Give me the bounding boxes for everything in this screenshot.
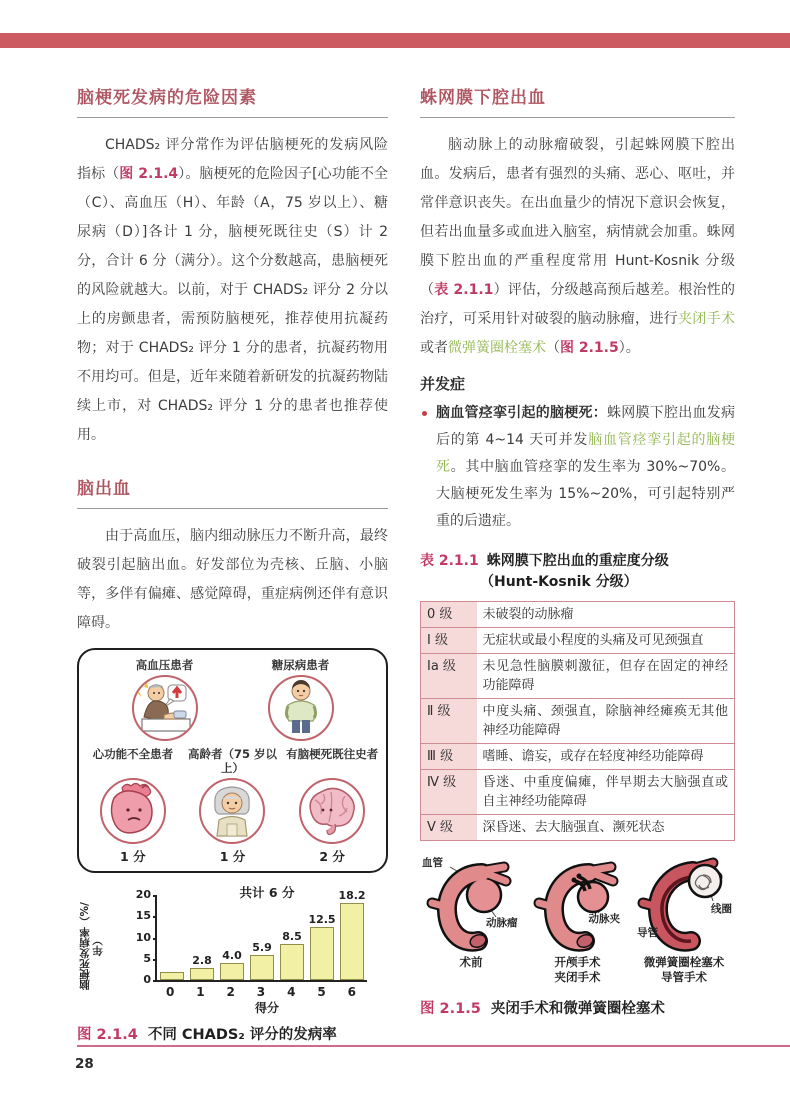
risk-factors-paragraph: CHADS₂ 评分常作为评估脑梗死的发病风险指标（图 2.1.4）。脑梗死的危险因子[心功能不全（C）、高血压（H）、年龄（A，75 岁以上）、糖尿病（D）]各计 1 分，脑梗死既往史（S）计 2 分，合计 6 分（满分）。这个分数越高，患脑梗死的风险就越大。以前，对于 CHADS₂ 评分 2 分以上的房颤患者，需预防脑梗死，推荐使用抗凝药物；对于 CHADS₂ 评分 1 分的患者，抗凝药物用不用均可。但是，近年来随着新研发的抗凝药物陆续上市，对 CHADS₂ 评分 1 分的患者也推荐使用。: [77, 137, 389, 443]
table-row: I 级 无症状或最小程度的头痛及可见颈强直: [421, 628, 735, 654]
grading-table-body: [421, 602, 735, 841]
chart-bar: 18.2: [340, 890, 364, 980]
elderly-score: 1 分: [219, 849, 246, 864]
heart-failure-item: [83, 747, 183, 865]
figure-2-1-4-caption-ref: 图 2.1.4: [77, 1027, 138, 1043]
section-title-subarachnoid: 蛛网膜下腔出血: [420, 83, 735, 118]
table-2-1-1-ref: 表 2.1.1: [420, 553, 479, 569]
diabetes-patient-label: 糖尿病患者: [271, 658, 330, 672]
page-number: 28: [75, 1056, 94, 1072]
hypertension-patient-label: 高血压患者: [135, 658, 194, 672]
table-2-1-1-title: 表 2.1.1 蛛网膜下腔出血的重症度分级 （Hunt-Kosnik 分级）: [420, 553, 669, 590]
chart-plot-area: 2.8 4.0 5.9 8.5 12.5 18.2 0 5 10 15 20: [135, 888, 366, 986]
table-row: Ia 级 未见急性脑膜刺激征，但存在固定的神经功能障碍: [421, 654, 735, 699]
chart-x-ticks: 0 1 2 3 4 5 6: [165, 985, 356, 999]
panel3-label-line1: 微弹簧圈栓塞术: [643, 955, 725, 969]
section-title-risk-factors: 脑梗死发病的危险因素: [77, 83, 388, 118]
top-accent-bar: [0, 33, 790, 48]
complication-bullet: [420, 400, 735, 535]
figure-2-1-4-caption: 图 2.1.4 不同 CHADS₂ 评分的发病率: [77, 1027, 337, 1043]
stroke-history-score: 2 分: [319, 849, 345, 864]
subarachnoid-paragraph: 脑动脉上的动脉瘤破裂，引起蛛网膜下腔出血。发病后，患者有强烈的头痛、恶心、呕吐，并常伴意识丧失。在出血量少的情况下意识会恢复，但若出血量多或血进入脑室，病情就会加重。蛛网膜下腔出血的严重程度常用 Hunt-Kosnik 分级（表 2.1.1）评估，分级越高预后越差。根治性的治疗，可采用针对破裂的脑动脉瘤，进行夹闭手术或者微弹簧圈栓塞术（图 2.1.5）。: [420, 137, 736, 356]
bullet-dot-icon: [422, 411, 427, 416]
elderly-woman-icon: [199, 778, 265, 844]
chart-y-axis-label: 脑梗死发病率（%/ 年）: [79, 902, 104, 990]
chart-bar: 8.5: [280, 931, 304, 980]
hunt-kosnik-grading-table: [420, 601, 735, 841]
figure-2-1-5-caption-ref: 图 2.1.5: [420, 1001, 481, 1017]
panel-pre-surgery: [420, 855, 522, 985]
hypertension-patient-icon: [132, 675, 198, 741]
failing-heart-icon: [100, 778, 166, 844]
table-row: Ⅲ 级 嗜睡、谵妄，或存在轻度神经功能障碍: [421, 744, 735, 770]
footer-rule: [77, 1045, 790, 1047]
chart-bar: 2.8: [190, 955, 214, 980]
catheter-annotation: 导管: [637, 927, 658, 939]
diabetes-patient-icon: [268, 675, 334, 741]
aneurysm-annotation: 动脉瘤: [486, 917, 518, 929]
left-column: [77, 83, 388, 1044]
figure-2-1-5: [420, 855, 735, 985]
table-row: Ⅳ 级 昏迷、中重度偏瘫，伴早期去大脑强直或自主神经功能障碍: [421, 770, 735, 815]
coil-annotation: 线圈: [711, 903, 732, 915]
chads2-incidence-chart: [77, 883, 388, 1015]
chart-bar: 12.5: [310, 914, 334, 980]
right-column: [420, 83, 735, 1018]
heart-failure-label: 心功能不全患者: [92, 747, 174, 761]
chart-bar: [160, 971, 184, 980]
clip-annotation: 动脉夹: [588, 913, 620, 925]
chart-title: 共计 6 分: [239, 885, 295, 900]
elderly-label: 高龄者（75 岁以上）: [187, 747, 277, 775]
figure-2-1-5-caption: 图 2.1.5 夹闭手术和微弹簧圈栓塞术: [420, 1001, 665, 1017]
chart-bar: 4.0: [220, 950, 244, 980]
panel2-label-line2: 夹闭手术: [554, 970, 601, 984]
vessel-annotation: 血管: [422, 857, 443, 869]
panel-clipping-surgery: [527, 855, 629, 985]
panel1-label: 术前: [459, 955, 483, 969]
clipped-aneurysm-illustration: [527, 855, 629, 953]
brain-icon: [299, 778, 365, 844]
chart-x-axis-label: 得分: [254, 1001, 279, 1015]
diabetes-patient-item: [253, 658, 349, 741]
hypertension-patient-item: [117, 658, 213, 741]
table-row: Ⅴ 级 深昏迷、去大脑强直、濒死状态: [421, 815, 735, 841]
stroke-history-item: [282, 747, 382, 865]
complications-heading: 并发症: [420, 375, 466, 393]
section-title-cerebral-hemorrhage: 脑出血: [77, 474, 388, 509]
panel2-label-line1: 开颅手术: [554, 955, 601, 969]
panel-coil-embolization: [633, 855, 735, 985]
heart-failure-score: 1 分: [120, 849, 146, 864]
table-row: 0 级 未破裂的动脉瘤: [421, 602, 735, 628]
figure-2-1-4: [77, 648, 388, 873]
complication-text: 脑血管痉挛引起的脑梗死：蛛网膜下腔出血发病后的第 4~14 天可并发脑血管痉挛引起的脑梗死。其中脑血管痉挛的发生率为 30%~70%。大脑梗死发生率为 15%~20%，可引起特别严重的后遗症。: [436, 405, 736, 529]
stroke-history-label: 有脑梗死既往史者: [286, 747, 379, 761]
chart-bar: 5.9: [250, 942, 274, 980]
panel3-label-line2: 导管手术: [661, 970, 707, 984]
cerebral-hemorrhage-paragraph: 由于高血压，脑内细动脉压力不断升高，最终破裂引起脑出血。好发部位为壳核、丘脑、小脑等，多伴有偏瘫、感觉障碍，重症病例还伴有意识障碍。: [77, 528, 388, 631]
table-row: Ⅱ 级 中度头痛、颈强直，除脑神经瘫痪无其他神经功能障碍: [421, 699, 735, 744]
elderly-item: [183, 747, 283, 865]
